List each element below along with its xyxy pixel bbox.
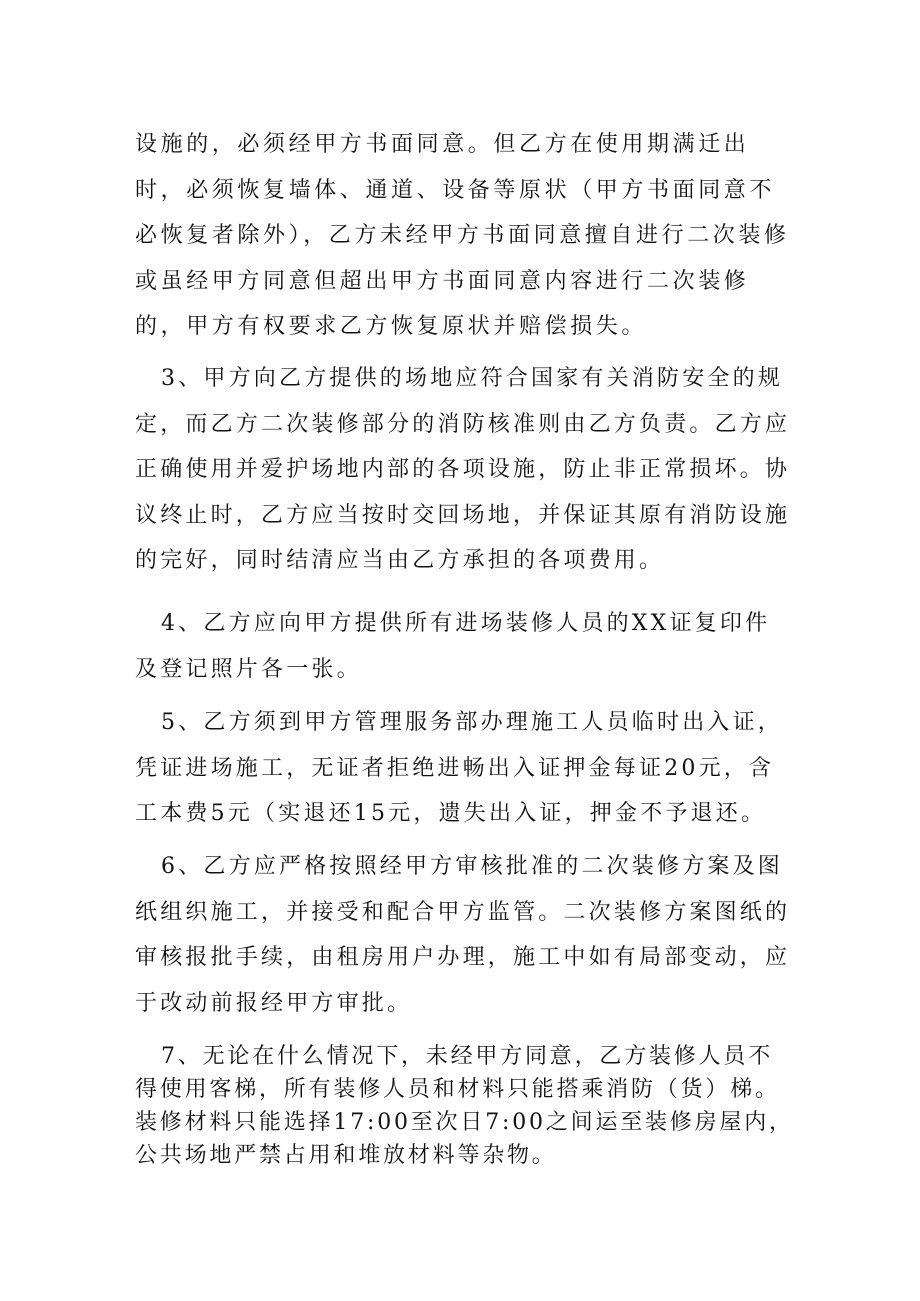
paragraph-clause-4-worker-documents: 4、乙方应向甲方提供所有进场装修人员的XX证复印件及登记照片各一张。 [135,611,771,682]
paragraph-renovation-consent: 设施的，必须经甲方书面同意。但乙方在使用期满迁出时，必须恢复墙体、通道、设备等原状（甲方书面同意不必恢复者除外），乙方未经甲方书面同意擅自进行二次装修或虽经甲方同意但超出甲方书面同意内容进行二次装修的，甲方有权要求乙方恢复原状并赔偿损失。 [135,132,790,339]
paragraph-clause-7-elevator-use: 7、无论在什么情况下，未经甲方同意，乙方装修人员不得使用客梯，所有装修人员和材料只能搭乘消防（货）梯。装修材料只能选择17:00至次日7:00之间运至装修房屋内，公共场地严禁占用和堆放材料等杂物。 [135,1044,794,1168]
paragraph-clause-6-renovation-plan: 6、乙方应严格按照经甲方审核批准的二次装修方案及图纸组织施工，并接受和配合甲方监管。二次装修方案图纸的审核报批手续，由租房用户办理，施工中如有局部变动，应于改动前报经甲方审批。 [135,854,791,1016]
paragraph-clause-3-fire-safety: 3、甲方向乙方提供的场地应符合国家有关消防安全的规定，而乙方二次装修部分的消防核准则由乙方负责。乙方应正确使用并爱护场地内部的各项设施，防止非正常损坏。协议终止时，乙方应当按时交回场地，并保证其原有消防设施的完好，同时结清应当由乙方承担的各项费用。 [135,366,791,573]
paragraph-clause-5-access-permit: 5、乙方须到甲方管理服务部办理施工人员临时出入证，凭证进场施工，无证者拒绝进畅出入证押金每证20元，含工本费5元（实退还15元，遗失出入证，押金不予退还。 [135,710,783,826]
